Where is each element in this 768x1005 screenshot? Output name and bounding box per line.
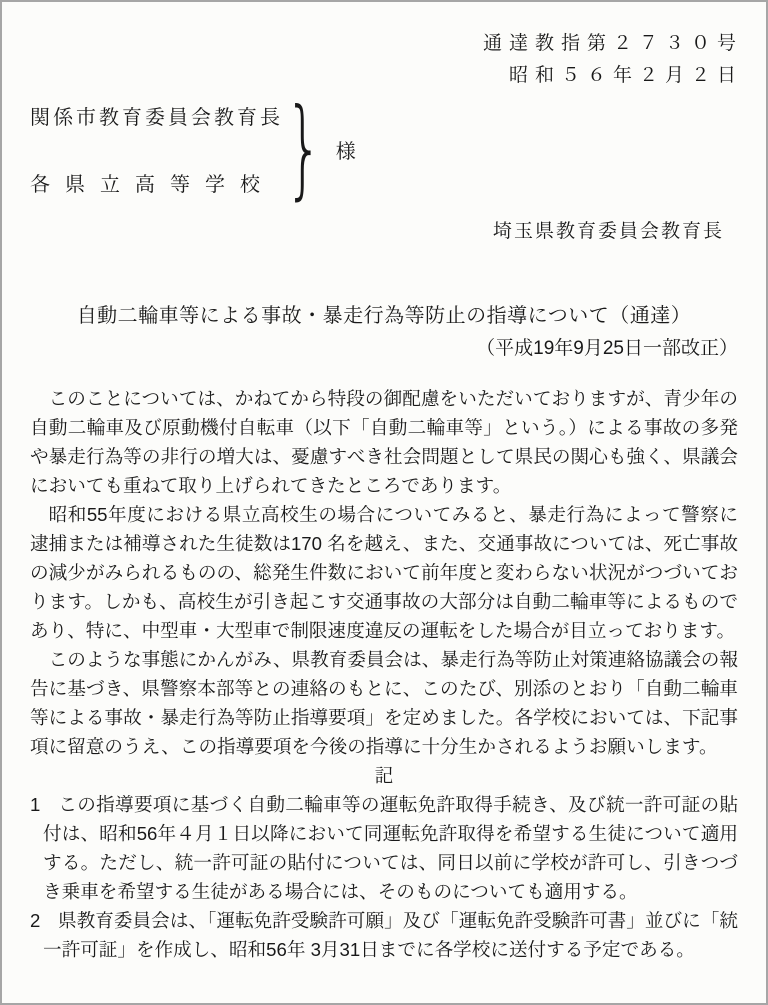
brace-glyph: } xyxy=(285,86,323,211)
numbered-item xyxy=(30,906,738,964)
doc-date-line: 昭和５６年２月２日 xyxy=(508,65,743,86)
doc-body xyxy=(30,384,738,790)
body-paragraph: このような事態にかんがみ、県教育委員会は、暴走行為等防止対策連絡協議会の報告に基づき、県警察本部等との連絡のもとに、このたび、別添のとおり「自動二輪車等による事故・暴走行為等防止指導要項」を定めました。各学校においては、下記事項に留意のうえ、この指導要項を今後の指導に十分生かされるようお願いします。 xyxy=(30,649,738,757)
item-text: この指導要項に基づく自動二輪車等の運転免許取得手続き、及び統一許可証の貼付は、昭和56年４月１日以降において同運転免許取得を希望する生徒について適用する。ただし、統一許可証の貼付については、同日以前に学校が許可し、引きつづき乗車を希望する生徒がある場合には、そのものについても適用する。 xyxy=(43,794,738,902)
addressee-names xyxy=(30,101,283,197)
honorific-label: 様 xyxy=(335,140,356,163)
ki-heading: 記 xyxy=(374,765,394,786)
addressee-line-2: 各県立高等学校 xyxy=(30,174,275,196)
doc-header xyxy=(30,28,743,92)
item-number: 2 xyxy=(30,910,41,931)
addressee-block xyxy=(30,86,738,211)
sender-line: 埼玉県教育委員会教育長 xyxy=(492,221,724,242)
doc-amendment-note: （平成19年9月25日一部改正） xyxy=(476,338,738,359)
body-paragraph: このことについては、かねてから特段の御配慮をいただいておりますが、青少年の自動二輪車及び原動機付自転車（以下「自動二輪車等」という。）による事故の多発や暴走行為等の非行の増大は、憂慮すべき社会問題として県民の関心も強く、県議会においても重ねて取り上げられてきたところであります。 xyxy=(30,388,738,496)
page-inner xyxy=(2,2,766,964)
numbered-item xyxy=(30,790,738,906)
doc-number-line: 通達教指第２７３０号 xyxy=(482,33,743,54)
doc-title: 自動二輪車等による事故・暴走行為等防止の指導について（通達） xyxy=(76,305,692,327)
body-paragraph: 昭和55年度における県立高校生の場合についてみると、暴走行為によって警察に逮捕または補導された生徒数は170 名を越え、また、交通事故については、死亡事故の減少がみられるものの、総発生件数において前年度と変わらない状況がつづいております。しかも、高校生が引き起こす交通事故の大部分は自動二輪車等によるものであり、特に、中型車・大型車で制限速度違反の運転をした場合が目立っております。 xyxy=(30,504,738,641)
item-number: 1 xyxy=(30,794,41,815)
title-block xyxy=(30,299,738,360)
item-text: 県教育委員会は、「運転免許受験許可願」及び「運転免許受験許可書」並びに「統一許可証」を作成し、昭和56年 3月31日までに各学校に送付する予定である。 xyxy=(43,910,738,960)
numbered-items xyxy=(30,790,738,964)
addressee-line-1: 関係市教育委員会教育長 xyxy=(30,107,283,129)
